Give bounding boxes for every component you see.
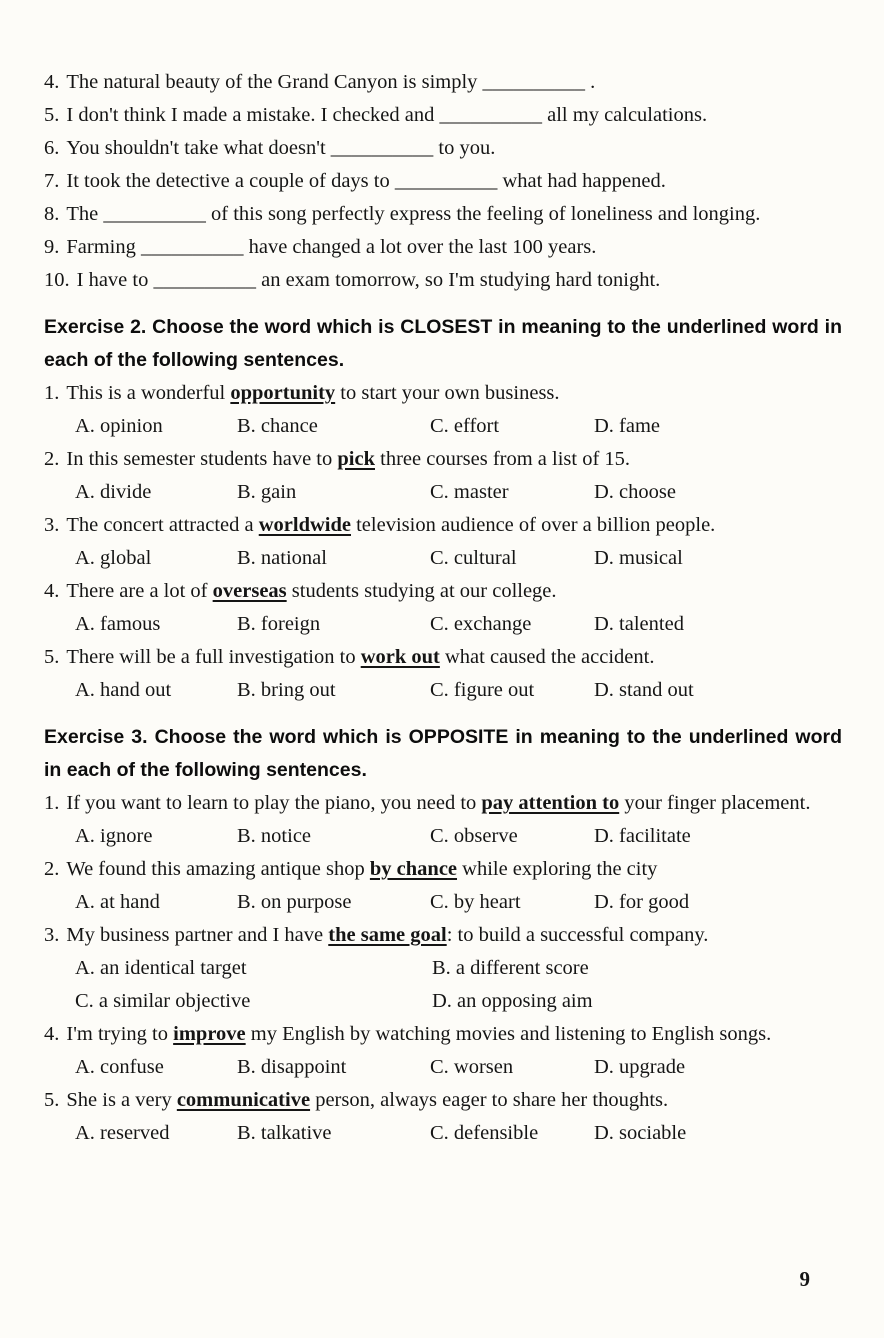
sentence-before: My business partner and I have	[66, 924, 329, 946]
option-b: B. bring out	[237, 679, 336, 701]
question-text	[66, 509, 842, 542]
option-a: A. reserved	[75, 1122, 170, 1144]
sentence-after: my English by watching movies and listening to English songs.	[245, 1023, 772, 1045]
fill-item	[44, 198, 842, 231]
sentence-before: There will be a full investigation to	[66, 646, 361, 668]
question-text	[66, 575, 842, 608]
underlined-word: by chance	[369, 858, 458, 880]
options-grid	[44, 952, 842, 1018]
sentence-after: while exploring the city	[457, 858, 658, 880]
option-a: A. global	[75, 547, 152, 569]
option-a: A. at hand	[75, 891, 160, 913]
sentence-before: This is a wonderful	[66, 382, 231, 404]
question	[44, 1018, 842, 1051]
option-d: D. for good	[594, 891, 690, 913]
option-b: B. gain	[237, 481, 297, 503]
sentence-after: television audience of over a billion people.	[350, 514, 716, 536]
option-c: C. figure out	[430, 679, 535, 701]
sentence-before: She is a very	[66, 1089, 177, 1111]
sentence-after: what caused the accident.	[439, 646, 655, 668]
sentence-after: three courses from a list of 15.	[375, 448, 631, 470]
question-number: 1.	[44, 792, 60, 814]
sentence-before: The concert attracted a	[66, 514, 259, 536]
option-c: C. defensible	[430, 1122, 539, 1144]
underlined-word: worldwide	[258, 514, 351, 536]
option-b: B. talkative	[237, 1122, 332, 1144]
option-d: D. talented	[594, 613, 684, 635]
question-number: 1.	[44, 382, 60, 404]
option-a: A. opinion	[75, 415, 163, 437]
underlined-word: the same goal	[328, 924, 447, 946]
sentence-after: to start your own business.	[335, 382, 560, 404]
options-row	[44, 674, 842, 707]
option-c: C. exchange	[430, 613, 532, 635]
question	[44, 443, 842, 476]
question	[44, 377, 842, 410]
question-number: 4.	[44, 580, 60, 602]
sentence-after: : to build a successful company.	[446, 924, 709, 946]
options-row	[44, 476, 842, 509]
option-b: B. disappoint	[237, 1056, 347, 1078]
question-text	[66, 377, 842, 410]
question-number: 2.	[44, 448, 60, 470]
options-row	[44, 410, 842, 443]
fill-item	[44, 132, 842, 165]
item-number: 4.	[44, 71, 60, 93]
option-a: A. divide	[75, 481, 152, 503]
option-c: C. by heart	[430, 891, 521, 913]
sentence-after: students studying at our college.	[286, 580, 557, 602]
question	[44, 853, 842, 886]
option-b: B. national	[237, 547, 327, 569]
option-d: D. upgrade	[594, 1056, 686, 1078]
fill-item	[44, 264, 842, 297]
item-text: I don't think I made a mistake. I checked and __________ all my calculations.	[66, 104, 708, 126]
question-text	[66, 853, 842, 886]
option-c: C. master	[430, 481, 509, 503]
question	[44, 1084, 842, 1117]
item-number: 8.	[44, 203, 60, 225]
options-row	[44, 1051, 842, 1084]
item-number: 5.	[44, 104, 60, 126]
question	[44, 509, 842, 542]
question-text	[66, 443, 842, 476]
fill-item	[44, 165, 842, 198]
sentence-before: If you want to learn to play the piano, you need to	[66, 792, 482, 814]
option-a: A. ignore	[75, 825, 153, 847]
sentence-before: There are a lot of	[66, 580, 213, 602]
question	[44, 641, 842, 674]
options-row	[44, 542, 842, 575]
fill-item	[44, 99, 842, 132]
option-c: C. observe	[430, 825, 518, 847]
option-d: D. choose	[594, 481, 676, 503]
question	[44, 575, 842, 608]
item-number: 9.	[44, 236, 60, 258]
option-d: D. fame	[594, 415, 661, 437]
question-number: 3.	[44, 514, 60, 536]
question-text	[66, 641, 842, 674]
item-number: 10.	[44, 269, 70, 291]
question-text	[66, 787, 842, 820]
item-number: 6.	[44, 137, 60, 159]
item-text: It took the detective a couple of days to __________ what had happened.	[66, 170, 666, 192]
page-number: 9	[799, 1267, 810, 1291]
item-text: The natural beauty of the Grand Canyon is simply __________ .	[66, 71, 596, 93]
sentence-after: your finger placement.	[619, 792, 811, 814]
fill-item	[44, 66, 842, 99]
options-row	[44, 820, 842, 853]
question-number: 2.	[44, 858, 60, 880]
option-b: B. foreign	[237, 613, 321, 635]
option-d: D. sociable	[594, 1122, 687, 1144]
underlined-word: pick	[337, 448, 375, 470]
option-d: D. stand out	[594, 679, 694, 701]
option-a: A. hand out	[75, 679, 172, 701]
question-number: 5.	[44, 1089, 60, 1111]
question-text	[66, 919, 842, 952]
item-text: You shouldn't take what doesn't __________ to you.	[66, 137, 496, 159]
question	[44, 787, 842, 820]
exercise2-heading: Exercise 2. Choose the word which is CLOSEST in meaning to the underlined word in each of the following sentences.	[44, 316, 842, 371]
option-c: C. cultural	[430, 547, 517, 569]
sentence-before: I'm trying to	[66, 1023, 174, 1045]
option-a: A. an identical target	[75, 957, 247, 979]
option-a: A. famous	[75, 613, 161, 635]
options-row	[44, 608, 842, 641]
question-number: 5.	[44, 646, 60, 668]
item-text: I have to __________ an exam tomorrow, so I'm studying hard tonight.	[76, 269, 661, 291]
underlined-word: improve	[173, 1023, 246, 1045]
question-number: 3.	[44, 924, 60, 946]
options-row	[44, 886, 842, 919]
fill-item	[44, 231, 842, 264]
option-d: D. facilitate	[594, 825, 691, 847]
sentence-before: We found this amazing antique shop	[66, 858, 370, 880]
options-row	[44, 1117, 842, 1150]
question	[44, 919, 842, 952]
option-b: B. a different score	[432, 957, 589, 979]
underlined-word: pay attention to	[481, 792, 620, 814]
sentence-after: person, always eager to share her thoughts.	[310, 1089, 669, 1111]
option-a: A. confuse	[75, 1056, 164, 1078]
option-b: B. chance	[237, 415, 318, 437]
sentence-before: In this semester students have to	[66, 448, 338, 470]
option-c: C. a similar objective	[75, 990, 251, 1012]
option-d: D. an opposing aim	[432, 990, 593, 1012]
option-b: B. on purpose	[237, 891, 352, 913]
option-c: C. worsen	[430, 1056, 514, 1078]
option-b: B. notice	[237, 825, 312, 847]
item-text: Farming __________ have changed a lot over the last 100 years.	[66, 236, 597, 258]
underlined-word: communicative	[176, 1089, 311, 1111]
option-c: C. effort	[430, 415, 500, 437]
underlined-word: opportunity	[230, 382, 336, 404]
item-number: 7.	[44, 170, 60, 192]
question-number: 4.	[44, 1023, 60, 1045]
item-text: The __________ of this song perfectly express the feeling of loneliness and longing.	[66, 203, 761, 225]
exercise3-heading: Exercise 3. Choose the word which is OPPOSITE in meaning to the underlined word in each of the following sentences.	[44, 726, 842, 781]
question-text	[66, 1018, 842, 1051]
underlined-word: overseas	[212, 580, 287, 602]
question-text	[66, 1084, 842, 1117]
option-d: D. musical	[594, 547, 683, 569]
underlined-word: work out	[360, 646, 440, 668]
